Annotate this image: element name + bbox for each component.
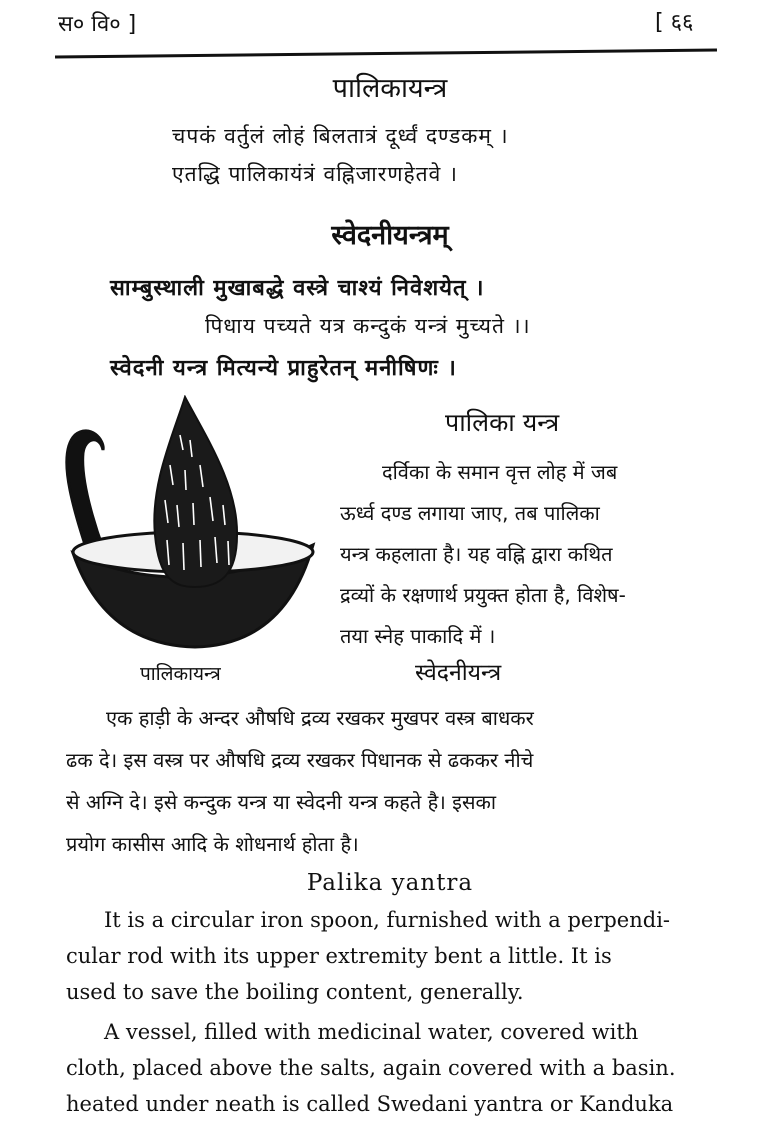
header-rule: [55, 49, 717, 59]
header-left: स० वि० ]: [58, 12, 137, 37]
palika-sanskrit-title: पालिकायन्त्र: [332, 73, 448, 104]
swedani-hindi-line: ढक दे। इस वस्त्र पर औषधि द्रव्य रखकर पिधानक से ढककर नीचे: [66, 748, 534, 772]
palika-hindi-line: यन्त्र कहलाता है। यह वह्नि द्वारा कथित: [340, 542, 613, 566]
palika-hindi-description: [340, 452, 720, 657]
english-text: [66, 902, 722, 1122]
swedani-verse-line-2: पिधाय पच्यते यत्र कन्दुकं यन्त्रं मुच्यते ।।: [205, 314, 531, 338]
english-line: It is a circular iron spoon, furnished with a perpendi-: [104, 908, 671, 932]
header-page-number: [ ६६: [655, 10, 694, 35]
swedani-hindi-line: एक हाड़ी के अन्दर औषधि द्रव्य रखकर मुखपर वस्त्र बाधकर: [106, 706, 534, 730]
english-line: cloth, placed above the salts, again covered with a basin.: [66, 1056, 676, 1080]
palika-hindi-line: द्रव्यों के रक्षणार्थ प्रयुक्त होता है, विशेष-: [340, 583, 626, 607]
swedani-hindi-title: स्वेदनीयन्त्र: [415, 660, 502, 686]
palika-hindi-line: तया स्नेह पाकादि में ।: [340, 624, 496, 648]
palika-hindi-line: ऊर्ध्व दण्ड लगाया जाए, तब पालिका: [340, 501, 600, 525]
swedani-verse-line-1: साम्बुस्थाली मुखाबद्धे वस्त्रे चाश्यं निवेशयेत् ।: [110, 276, 485, 301]
swedani-sanskrit-title: स्वेदनीयन्त्रम्: [331, 220, 449, 251]
swedani-hindi-line: प्रयोग कासीस आदि के शोधनार्थ होता है।: [66, 832, 359, 856]
english-title: Palika yantra: [306, 870, 474, 896]
drop-shaped-lump: [154, 397, 237, 587]
palika-yantra-illustration: [55, 395, 320, 655]
swedani-verse-line-3: स्वेदनी यन्त्र मित्यन्ये प्राहुरेतन् मनीषिणः ।: [110, 356, 457, 381]
english-line: used to save the boiling content, generally.: [66, 980, 524, 1004]
swedani-hindi-line: से अग्नि दे। इसे कन्दुक यन्त्र या स्वेदनी यन्त्र कहते है। इसका: [66, 790, 497, 814]
swedani-hindi-paragraph: [66, 697, 726, 865]
palika-verse-line-1: चपकं वर्तुलं लोहं बिलतात्रं दूर्ध्वं दण्डकम् ।: [172, 124, 509, 148]
palika-verse-line-2: एतद्धि पालिकायंत्रं वह्निजारणहेतवे ।: [172, 162, 458, 186]
palika-hindi-line: दर्विका के समान वृत्त लोह में जब: [382, 460, 618, 484]
english-line: cular rod with its upper extremity bent a little. It is: [66, 944, 612, 968]
figure-caption: पालिकायन्त्र: [140, 663, 221, 685]
english-line: A vessel, filled with medicinal water, covered with: [104, 1020, 639, 1044]
english-line: heated under neath is called Swedani yantra or Kanduka: [66, 1092, 674, 1116]
palika-hindi-title: पालिका यन्त्र: [445, 408, 560, 437]
